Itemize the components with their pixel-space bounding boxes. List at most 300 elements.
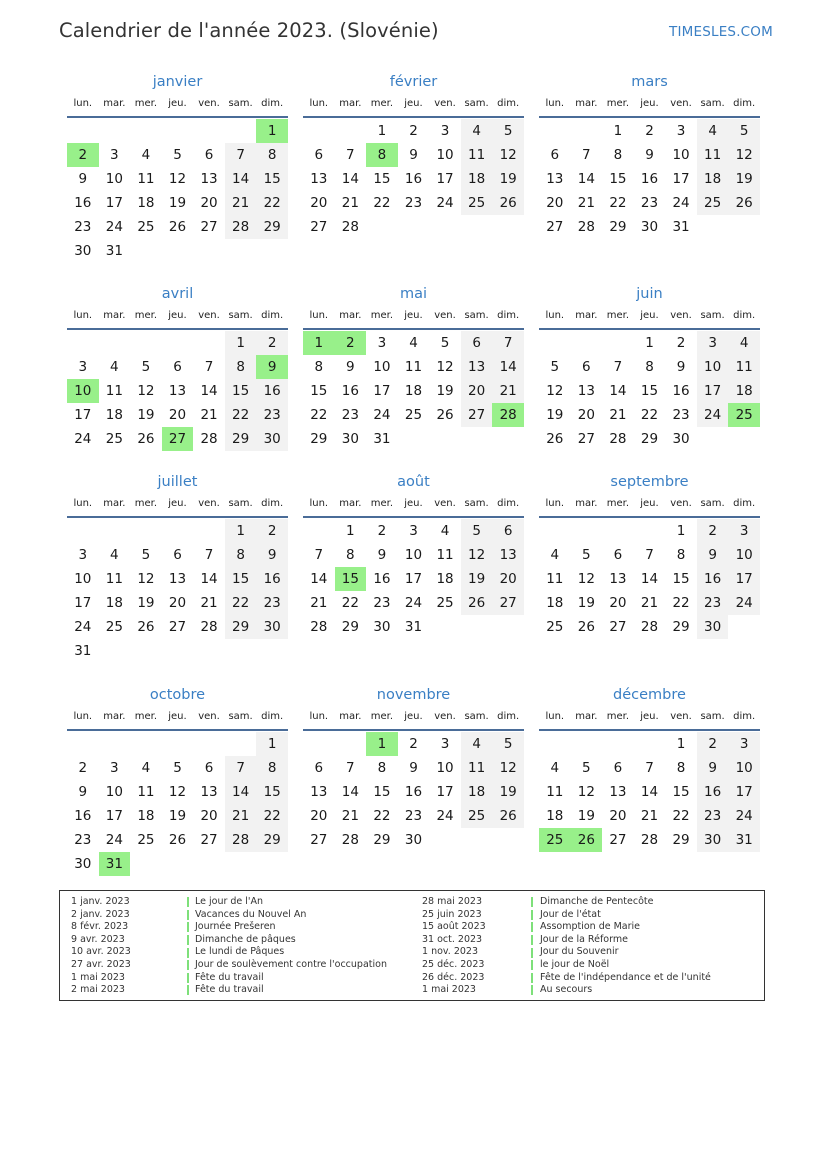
day-cell: 15: [256, 780, 288, 804]
day-cell: 18: [436, 571, 454, 587]
day-cell: 5: [492, 732, 524, 756]
weekday-label: lun.: [309, 711, 329, 722]
day-cell: 2: [377, 523, 387, 539]
day-cell: 1: [225, 519, 257, 543]
day-cell: 20: [546, 195, 564, 211]
day-cell: 23: [74, 832, 92, 848]
day-cell: 11: [137, 171, 155, 187]
day-cell: 30: [256, 615, 288, 639]
day-cell: 19: [436, 383, 454, 399]
day-cell: 12: [546, 383, 564, 399]
weekday-label: ven.: [198, 98, 220, 109]
holiday-date: 1 nov. 2023: [422, 946, 478, 958]
weekday-label: jeu.: [640, 98, 659, 109]
header-rule: [303, 328, 524, 330]
day-cell: 7: [225, 756, 257, 780]
holiday-marker-icon: [187, 948, 189, 958]
weekday-label: dim.: [733, 98, 756, 109]
holiday-marker-icon: [187, 910, 189, 920]
day-cell: 2: [409, 736, 418, 752]
holiday-date: 31 oct. 2023: [422, 933, 483, 945]
day-cell: 14: [200, 383, 218, 399]
day-cell: 16: [672, 383, 690, 399]
day-cell: 13: [310, 784, 328, 800]
day-grid: [539, 732, 760, 876]
day-cell: 24: [74, 619, 92, 635]
weekday-label: dim.: [733, 711, 756, 722]
holiday-name: Jour de soulèvement contre l'occupation: [195, 958, 387, 970]
day-cell: 8: [225, 355, 257, 379]
day-cell: 16: [341, 383, 359, 399]
day-cell: 18: [697, 167, 729, 191]
day-cell: 10: [74, 571, 92, 587]
day-grid: [303, 331, 524, 475]
day-cell: 25: [697, 191, 729, 215]
day-cell: 6: [613, 760, 623, 776]
day-cell: 27: [200, 832, 218, 848]
day-cell: 3: [78, 359, 88, 375]
day-cell: 29: [373, 832, 391, 848]
month-title: juin: [636, 286, 663, 302]
day-cell: 6: [492, 519, 524, 543]
holiday-marker-icon: [187, 960, 189, 970]
day-cell: 14: [341, 784, 359, 800]
holiday-name: Au secours: [540, 984, 593, 996]
day-cell: 4: [440, 523, 450, 539]
day-cell: 12: [168, 171, 187, 187]
day-cell: 31: [74, 643, 92, 659]
day-cell: 28: [341, 219, 359, 235]
day-cell: 4: [141, 147, 151, 163]
day-cell: 18: [728, 379, 760, 403]
day-cell: 16: [640, 171, 659, 187]
holiday-date: 1 mai 2023: [71, 971, 125, 983]
day-grid: [539, 119, 760, 263]
day-cell: 25: [105, 619, 123, 635]
day-cell: 2: [697, 732, 729, 756]
holiday-name: Jour du Souvenir: [540, 946, 619, 958]
day-cell: 17: [697, 379, 729, 403]
day-cell: 9: [409, 147, 418, 163]
day-cell-holiday: 27: [162, 427, 194, 451]
weekday-label: lun.: [545, 711, 565, 722]
day-cell: 1: [346, 523, 355, 539]
day-cell: 9: [78, 171, 88, 187]
day-cell: 11: [105, 571, 123, 587]
day-cell: 2: [645, 123, 654, 139]
day-cell: 29: [310, 431, 328, 447]
day-cell: 28: [310, 619, 328, 635]
month-3: [67, 284, 288, 475]
month-5: [539, 284, 760, 475]
day-cell: 7: [645, 760, 654, 776]
day-cell: 9: [78, 784, 88, 800]
day-cell: 30: [697, 615, 729, 639]
weekday-label: mar.: [103, 98, 126, 109]
weekday-label: mar.: [575, 498, 598, 509]
weekday-label: jeu.: [168, 98, 187, 109]
day-cell: 31: [105, 243, 123, 259]
day-cell: 25: [546, 619, 564, 635]
weekday-label: ven.: [670, 98, 692, 109]
weekday-header: [539, 496, 760, 512]
day-cell: 9: [645, 147, 654, 163]
weekday-label: mer.: [606, 310, 630, 321]
day-cell: 11: [404, 359, 423, 375]
weekday-label: dim.: [497, 98, 520, 109]
day-cell: 13: [200, 171, 218, 187]
day-cell: 18: [137, 808, 155, 824]
day-cell: 20: [609, 808, 627, 824]
day-cell: 5: [461, 519, 493, 543]
day-cell: 20: [492, 567, 524, 591]
day-cell: 19: [546, 407, 564, 423]
weekday-label: mar.: [575, 711, 598, 722]
weekday-label: ven.: [434, 310, 456, 321]
day-cell: 11: [697, 143, 729, 167]
weekday-label: lun.: [545, 310, 565, 321]
day-cell: 5: [550, 359, 560, 375]
day-cell: 1: [676, 523, 686, 539]
day-cell: 18: [105, 595, 123, 611]
day-cell: 24: [436, 195, 454, 211]
holiday-name: Fête de l'indépendance et de l'unité: [540, 971, 711, 983]
day-cell: 27: [492, 591, 524, 615]
holiday-date: 27 avr. 2023: [71, 958, 131, 970]
month-title: mai: [399, 286, 428, 302]
day-cell: 19: [728, 167, 760, 191]
day-cell: 25: [461, 191, 493, 215]
day-cell: 15: [225, 379, 257, 403]
month-title: novembre: [376, 687, 451, 703]
brand-link[interactable]: TIMESLES.COM: [669, 24, 773, 40]
day-cell: 16: [373, 571, 391, 587]
day-cell: 23: [74, 219, 92, 235]
day-cell: 10: [728, 543, 760, 567]
day-cell: 25: [461, 804, 493, 828]
weekday-label: dim.: [261, 711, 284, 722]
day-cell: 23: [341, 407, 359, 423]
day-cell: 13: [609, 571, 627, 587]
weekday-label: sam.: [228, 711, 253, 722]
day-cell: 9: [676, 359, 686, 375]
weekday-label: mer.: [134, 711, 158, 722]
day-cell: 21: [640, 595, 659, 611]
weekday-label: ven.: [434, 711, 456, 722]
day-cell: 24: [672, 195, 690, 211]
day-cell: 18: [546, 595, 564, 611]
day-cell: 14: [310, 571, 328, 587]
weekday-header: [303, 96, 524, 112]
day-cell: 10: [672, 147, 690, 163]
holiday-date: 2 janv. 2023: [71, 908, 130, 920]
day-cell: 1: [225, 331, 257, 355]
holiday-name: Vacances du Nouvel An: [195, 908, 307, 920]
day-cell: 8: [377, 760, 387, 776]
month-9: [67, 685, 288, 876]
day-cell: 7: [492, 331, 524, 355]
weekday-label: mar.: [339, 98, 362, 109]
day-cell: 5: [492, 119, 524, 143]
day-cell: 20: [168, 407, 187, 423]
month-8: [539, 472, 760, 663]
weekday-label: mer.: [134, 498, 158, 509]
day-cell: 12: [436, 359, 454, 375]
day-cell: 24: [373, 407, 391, 423]
day-cell: 20: [200, 808, 218, 824]
day-cell: 19: [577, 808, 595, 824]
day-cell: 8: [645, 359, 654, 375]
month-title: septembre: [610, 474, 689, 490]
weekday-label: mer.: [134, 98, 158, 109]
header-rule: [67, 729, 288, 731]
holiday-name: Le lundi de Pâques: [195, 946, 285, 958]
header-rule: [539, 516, 760, 518]
weekday-label: mar.: [339, 310, 362, 321]
day-cell: 15: [225, 567, 257, 591]
header-rule: [539, 729, 760, 731]
day-cell: 18: [137, 195, 155, 211]
day-cell: 21: [640, 808, 659, 824]
day-cell: 8: [676, 760, 686, 776]
weekday-label: mar.: [339, 711, 362, 722]
day-cell: 25: [137, 832, 155, 848]
day-cell: 15: [672, 784, 690, 800]
month-4: [303, 284, 524, 475]
day-cell: 5: [141, 359, 151, 375]
day-cell: 7: [204, 359, 214, 375]
holiday-name: Dimanche de pâques: [195, 933, 296, 945]
weekday-label: sam.: [700, 498, 725, 509]
day-cell: 2: [78, 760, 88, 776]
weekday-label: mer.: [370, 498, 394, 509]
holiday-name: Jour de l'état: [540, 908, 601, 920]
day-cell: 21: [609, 407, 627, 423]
day-cell: 22: [373, 808, 391, 824]
day-grid: [539, 331, 760, 475]
day-cell: 4: [141, 760, 151, 776]
holiday-name: Journée Prešeren: [195, 921, 276, 933]
day-cell: 25: [436, 595, 454, 611]
day-cell: 20: [609, 595, 627, 611]
day-cell: 3: [377, 335, 387, 351]
day-cell: 4: [550, 547, 560, 563]
day-cell: 7: [346, 147, 355, 163]
day-cell: 4: [728, 331, 760, 355]
day-cell: 17: [436, 784, 454, 800]
day-cell: 13: [310, 171, 328, 187]
holiday-date: 10 avr. 2023: [71, 946, 131, 958]
day-cell: 26: [168, 219, 187, 235]
day-cell: 27: [168, 619, 187, 635]
day-cell: 22: [672, 808, 690, 824]
day-cell: 30: [74, 243, 92, 259]
weekday-label: jeu.: [168, 310, 187, 321]
day-cell: 6: [173, 359, 182, 375]
day-cell: 12: [168, 784, 187, 800]
holiday-marker-icon: [531, 910, 533, 920]
day-cell: 12: [492, 143, 524, 167]
day-cell: 23: [640, 195, 659, 211]
weekday-label: sam.: [700, 98, 725, 109]
day-cell: 26: [137, 619, 155, 635]
day-cell: 5: [582, 760, 591, 776]
day-cell: 24: [74, 431, 92, 447]
month-0: [67, 72, 288, 263]
day-cell-holiday: 28: [492, 403, 524, 427]
day-cell: 21: [225, 804, 257, 828]
day-cell: 7: [582, 147, 591, 163]
day-cell: 29: [640, 431, 659, 447]
day-cell: 14: [609, 383, 627, 399]
day-cell: 31: [404, 619, 423, 635]
day-cell: 1: [676, 736, 686, 752]
day-cell: 6: [550, 147, 560, 163]
day-grid: [67, 519, 288, 663]
day-cell: 13: [546, 171, 564, 187]
weekday-label: sam.: [464, 498, 489, 509]
day-cell: 3: [110, 760, 119, 776]
day-cell: 17: [728, 780, 760, 804]
day-cell: 22: [373, 195, 391, 211]
weekday-label: mer.: [134, 310, 158, 321]
day-cell: 14: [341, 171, 359, 187]
day-cell: 10: [404, 547, 423, 563]
day-grid: [303, 732, 524, 876]
month-7: [303, 472, 524, 663]
day-cell: 22: [225, 403, 257, 427]
day-cell: 28: [200, 431, 218, 447]
day-cell: 30: [697, 828, 729, 852]
weekday-label: sam.: [228, 498, 253, 509]
day-cell: 24: [697, 403, 729, 427]
day-cell: 17: [373, 383, 391, 399]
day-cell: 11: [546, 784, 564, 800]
day-cell-holiday: 25: [539, 828, 571, 852]
day-cell: 31: [672, 219, 690, 235]
weekday-label: mar.: [103, 711, 126, 722]
day-cell: 29: [225, 427, 257, 451]
day-cell: 16: [404, 171, 423, 187]
holiday-date: 26 déc. 2023: [422, 971, 485, 983]
holiday-date: 2 mai 2023: [71, 984, 125, 996]
day-cell: 9: [256, 543, 288, 567]
day-cell: 8: [314, 359, 324, 375]
header-rule: [303, 516, 524, 518]
weekday-label: sam.: [228, 310, 253, 321]
day-cell: 20: [310, 195, 328, 211]
day-cell: 25: [105, 431, 123, 447]
day-cell: 8: [225, 543, 257, 567]
weekday-label: dim.: [497, 711, 520, 722]
day-cell: 12: [728, 143, 760, 167]
day-cell: 12: [137, 383, 155, 399]
day-cell: 3: [440, 123, 450, 139]
day-cell: 2: [256, 519, 288, 543]
day-cell: 12: [461, 543, 493, 567]
day-cell: 17: [74, 407, 92, 423]
weekday-label: ven.: [670, 498, 692, 509]
month-title: avril: [161, 286, 194, 302]
weekday-label: lun.: [309, 498, 329, 509]
day-cell: 21: [492, 379, 524, 403]
day-cell: 1: [613, 123, 623, 139]
weekday-label: jeu.: [404, 310, 423, 321]
day-cell: 26: [546, 431, 564, 447]
day-cell: 3: [728, 519, 760, 543]
day-cell: 20: [200, 195, 218, 211]
month-title: août: [397, 474, 430, 490]
day-cell: 30: [404, 832, 423, 848]
holiday-date: 25 déc. 2023: [422, 958, 485, 970]
weekday-label: lun.: [73, 310, 93, 321]
day-cell: 10: [697, 355, 729, 379]
day-cell: 8: [256, 756, 288, 780]
day-cell-holiday: 9: [256, 355, 288, 379]
weekday-label: jeu.: [168, 498, 187, 509]
weekday-label: dim.: [497, 498, 520, 509]
day-cell: 8: [676, 547, 686, 563]
day-cell: 19: [168, 808, 187, 824]
holiday-marker-icon: [531, 960, 533, 970]
day-cell: 23: [373, 595, 391, 611]
weekday-label: lun.: [73, 711, 93, 722]
weekday-label: sam.: [700, 310, 725, 321]
day-cell: 8: [346, 547, 355, 563]
weekday-header: [539, 709, 760, 725]
day-cell: 22: [310, 407, 328, 423]
day-cell: 30: [341, 431, 359, 447]
day-cell: 22: [256, 804, 288, 828]
day-cell: 11: [461, 143, 493, 167]
weekday-header: [539, 96, 760, 112]
weekday-label: mer.: [606, 711, 630, 722]
day-cell: 4: [110, 547, 119, 563]
day-cell: 5: [728, 119, 760, 143]
day-cell: 28: [640, 832, 659, 848]
weekday-header: [303, 496, 524, 512]
day-cell-holiday: 10: [67, 379, 99, 403]
day-cell: 19: [492, 780, 524, 804]
day-cell: 21: [577, 195, 595, 211]
holiday-marker-icon: [187, 935, 189, 945]
weekday-header: [303, 308, 524, 324]
day-grid: [67, 331, 288, 475]
day-cell: 16: [256, 567, 288, 591]
day-cell: 28: [341, 832, 359, 848]
day-cell-holiday: 2: [67, 143, 99, 167]
day-cell: 12: [577, 784, 595, 800]
day-cell: 21: [200, 407, 218, 423]
day-cell: 28: [640, 619, 659, 635]
holiday-marker-icon: [187, 973, 189, 983]
header-rule: [303, 729, 524, 731]
day-cell: 9: [697, 756, 729, 780]
day-cell: 2: [676, 335, 686, 351]
header-rule: [539, 116, 760, 118]
day-cell: 22: [256, 191, 288, 215]
day-cell: 5: [173, 147, 182, 163]
day-cell: 25: [137, 219, 155, 235]
day-cell: 13: [168, 571, 187, 587]
day-cell: 4: [461, 732, 493, 756]
day-cell: 27: [461, 403, 493, 427]
day-cell: 26: [492, 804, 524, 828]
day-cell: 2: [256, 331, 288, 355]
month-title: décembre: [613, 687, 686, 703]
day-cell: 27: [577, 431, 595, 447]
day-cell: 9: [409, 760, 418, 776]
